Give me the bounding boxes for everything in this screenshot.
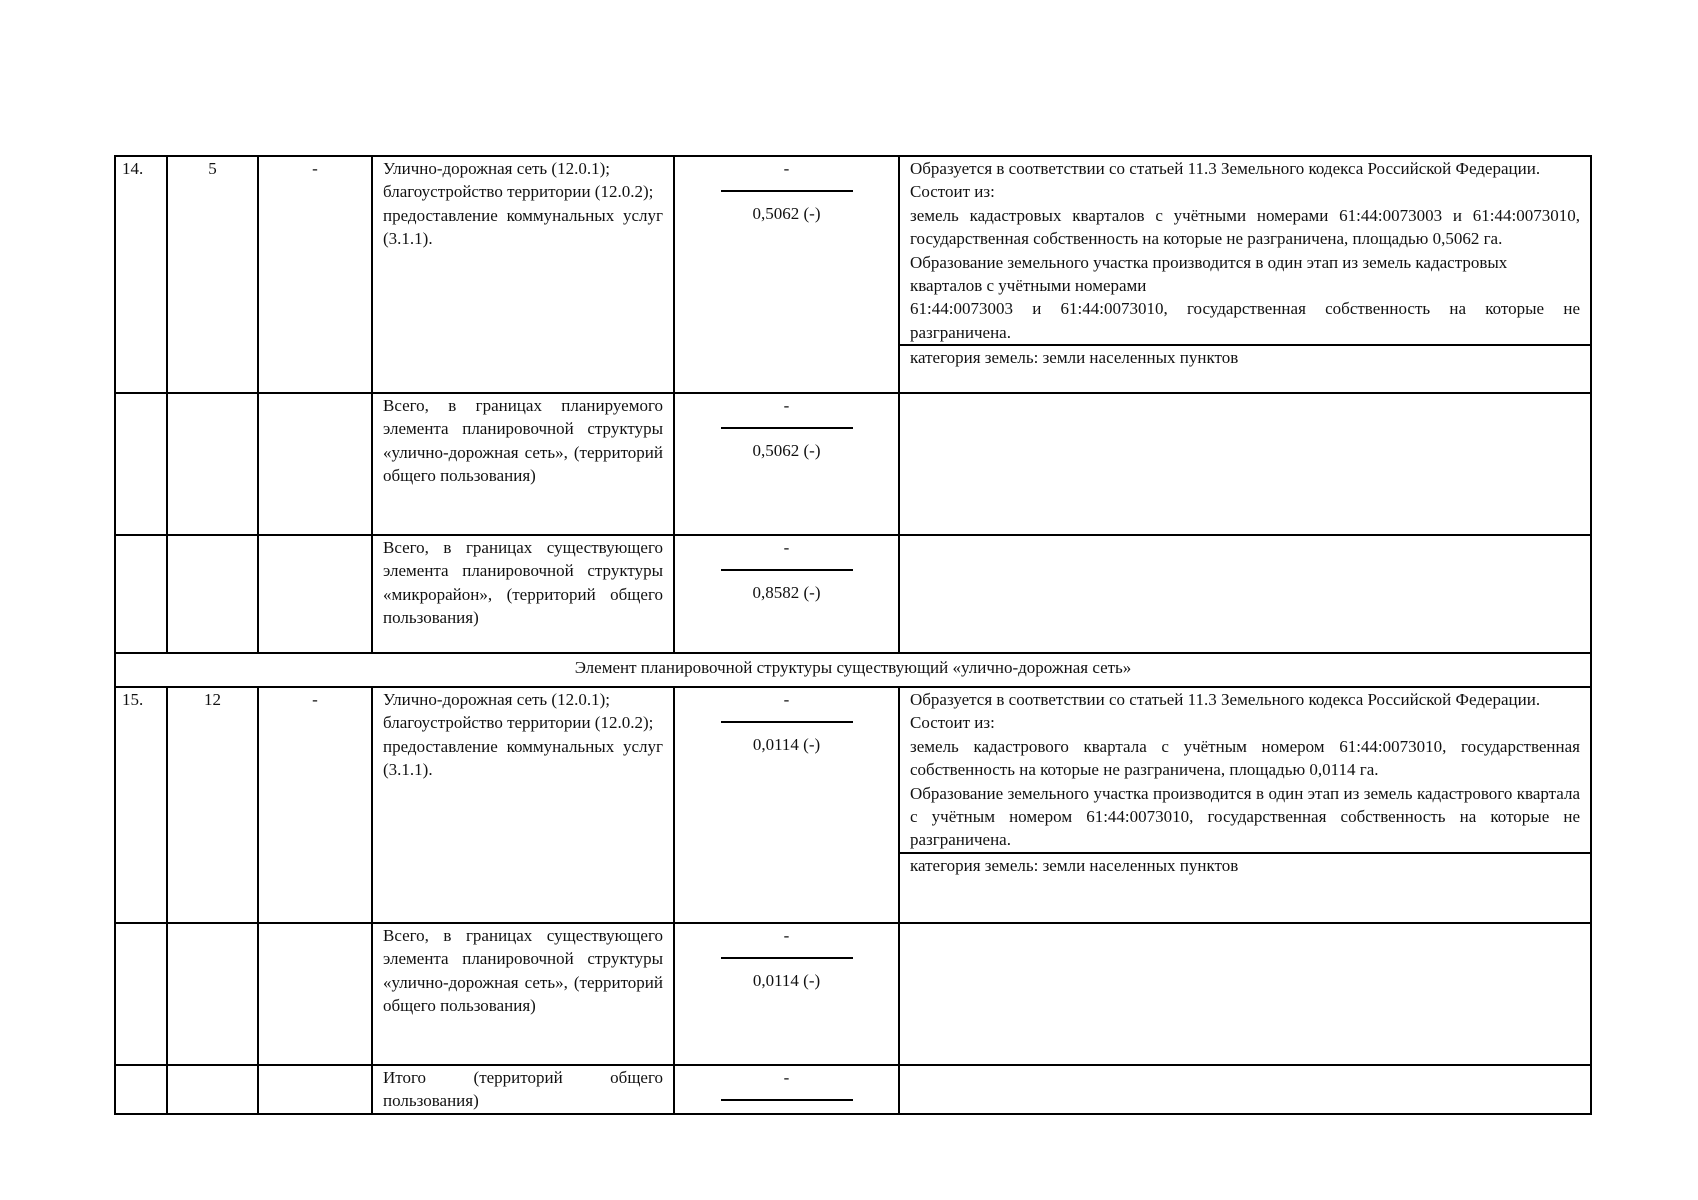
use-line: предоставление коммунальных услуг (3.1.1). [383,736,663,780]
use-line: благоустройство территории (12.0.2); [383,182,654,202]
plot-number: 5 [167,156,258,393]
description-line: Образуется в соответствии со статьей 11.3 Земельного кодекса Российской Федерации. [910,159,1541,178]
land-plots-table [114,155,1592,1115]
description-line: 61:44:0073003 и 61:44:0073010, государственная собственность на которые не разграничена. [910,299,1580,342]
use-line: Улично-дорожная сеть (12.0.1); [383,690,610,709]
area-fraction [674,687,899,923]
total-label: Итого (территорий общего пользования) [372,1065,674,1114]
plot-extra: - [258,156,372,393]
area-numerator: - [783,690,790,709]
total-label: Всего, в границах существующего элемента планировочной структуры «микрорайон», (территорий общего пользования) [372,535,674,653]
description-line: Состоит из: [910,713,995,733]
description-line: Состоит из: [910,182,995,202]
description-line: Образование земельного участка производится в один этап из земель кадастрового квартала с учётным номером 61:44:0073010, государственная собственность на которые не разграничена. [910,783,1580,850]
fraction-bar [721,569,853,571]
description-line: земель кадастрового квартала с учётным номером 61:44:0073010, государственная собственность на которые не разграничена, площадью 0,0114 га. [910,736,1580,780]
fraction-bar [721,721,853,723]
area-fraction [674,923,899,1065]
area-numerator: - [783,396,790,415]
total-label: Всего, в границах существующего элемента планировочной структуры «улично-дорожная сеть», (территорий общего пользования) [372,923,674,1065]
land-category: категория земель: земли населенных пунктов [900,344,1590,369]
area-numerator: - [783,538,790,557]
total-label: Всего, в границах планируемого элемента планировочной структуры «улично-дорожная сеть», (территорий общего пользования) [372,393,674,535]
area-fraction [674,393,899,535]
use-line: Улично-дорожная сеть (12.0.1); [383,159,610,178]
table-row [115,535,1591,653]
description-line: земель кадастровых кварталов с учётными номерами 61:44:0073003 и 61:44:0073010, государственная собственность на которые не разграничена, площадью 0,5062 га. [910,205,1580,249]
permitted-use [372,687,674,923]
area-numerator: - [783,926,790,945]
area-denominator: 0,0114 (-) [752,971,821,990]
row-number: 14. [115,156,167,393]
table-row [115,156,1591,393]
use-line: предоставление коммунальных услуг (3.1.1). [383,205,663,249]
area-fraction [674,156,899,393]
area-denominator: 0,0114 (-) [752,735,821,754]
area-denominator: 0,5062 (-) [752,441,821,460]
area-numerator: - [783,159,790,178]
fraction-bar [721,1099,853,1101]
description-line: Образование земельного участка производится в один этап из земель кадастровых кварталов с учётными номерами [910,252,1508,296]
row-number: 15. [115,687,167,923]
table-row [115,923,1591,1065]
fraction-bar [721,427,853,429]
use-line: благоустройство территории (12.0.2); [383,713,654,733]
area-fraction [674,535,899,653]
table-row [115,653,1591,687]
fraction-bar [721,957,853,959]
area-fraction [674,1065,899,1114]
plot-description [899,687,1591,923]
table-row [115,687,1591,923]
area-denominator: 0,5062 (-) [752,204,821,223]
plot-description [899,156,1591,393]
plot-number: 12 [167,687,258,923]
permitted-use [372,156,674,393]
section-heading: Элемент планировочной структуры существующий «улично-дорожная сеть» [115,653,1591,687]
area-denominator: 0,8582 (-) [752,583,821,602]
table-row [115,1065,1591,1114]
fraction-bar [721,190,853,192]
plot-extra: - [258,687,372,923]
table-row [115,393,1591,535]
land-category: категория земель: земли населенных пунктов [900,852,1590,877]
description-line: Образуется в соответствии со статьей 11.3 Земельного кодекса Российской Федерации. [910,690,1541,709]
area-numerator: - [783,1068,790,1087]
